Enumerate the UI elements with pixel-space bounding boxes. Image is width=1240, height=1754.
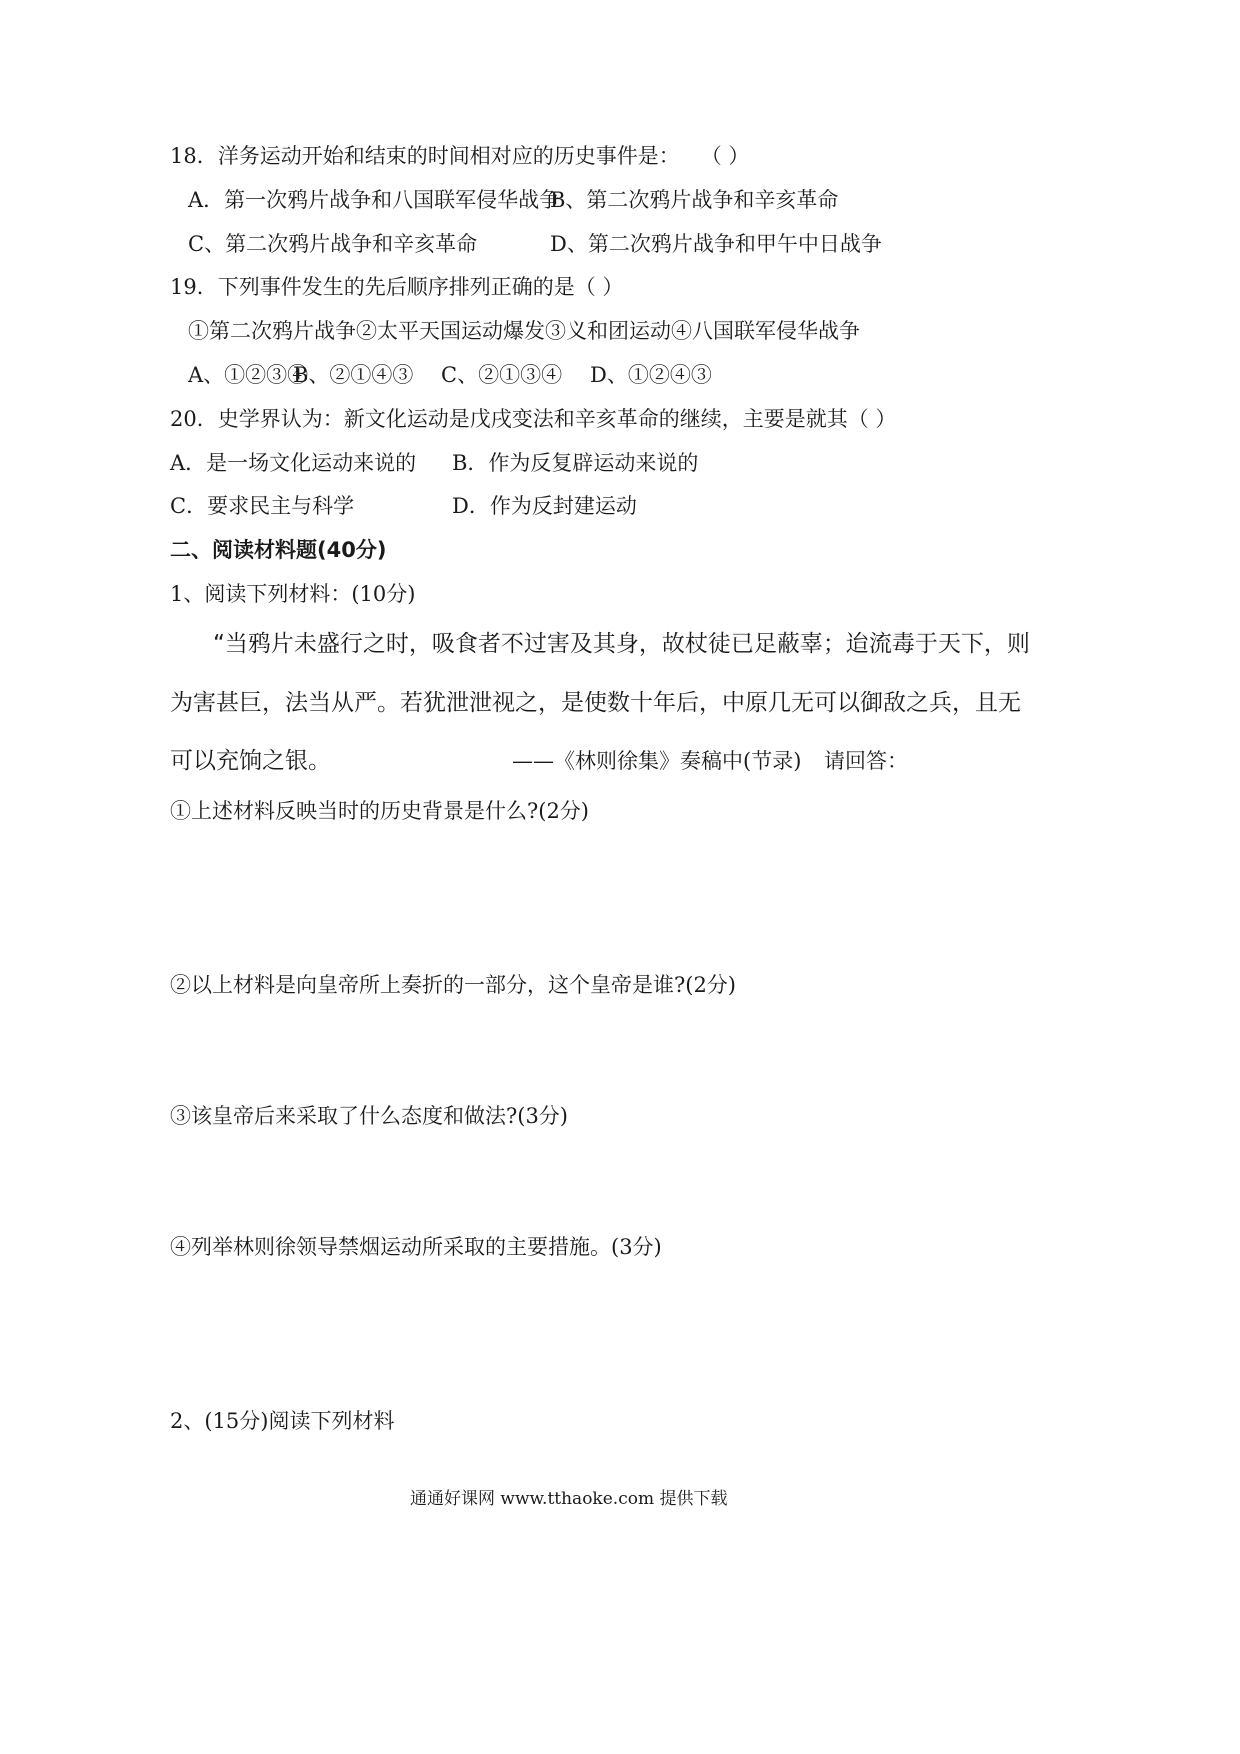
material1-subquestion-3: ③该皇帝后来采取了什么态度和做法?(3分): [170, 1104, 569, 1128]
q20-stem: 20．史学界认为：新文化运动是戊戌变法和辛亥革命的继续，主要是就其（ ）: [170, 407, 897, 431]
q19-option-c: C、②①③④: [441, 363, 563, 387]
q19-events: ①第二次鸦片战争②太平天国运动爆发③义和团运动④八国联军侵华战争: [188, 319, 860, 343]
material1-source: ——《林则徐集》奏稿中(节录): [512, 749, 802, 773]
q18-option-c: C、第二次鸦片战争和辛亥革命: [188, 232, 478, 256]
q18-option-a: A．第一次鸦片战争和八国联军侵华战争: [188, 188, 561, 212]
q20-option-a: A．是一场文化运动来说的: [170, 451, 417, 475]
section2-heading: 二、阅读材料题(40分): [170, 538, 387, 562]
q18-option-d: D、第二次鸦片战争和甲午中日战争: [550, 232, 882, 256]
q19-option-d: D、①②④③: [590, 363, 712, 387]
q20-option-c: C．要求民主与科学: [170, 494, 355, 518]
material1-subquestion-4: ④列举林则徐领导禁烟运动所采取的主要措施。(3分): [170, 1235, 662, 1259]
page-footer: 通通好课网 www.tthaoke.com 提供下载: [410, 1489, 728, 1509]
material1-subquestion-2: ②以上材料是向皇帝所上奏折的一部分，这个皇帝是谁?(2分): [170, 973, 737, 997]
material2-title: 2、(15分)阅读下列材料: [170, 1409, 395, 1433]
material1-quote-line1: “当鸦片未盛行之时，吸食者不过害及其身，故杖徒已足蔽辜；迨流毒于天下，则: [213, 631, 1030, 657]
material1-subquestion-1: ①上述材料反映当时的历史背景是什么?(2分): [170, 799, 590, 823]
q19-option-a: A、①②③④: [188, 363, 309, 387]
q19-stem: 19．下列事件发生的先后顺序排列正确的是（ ）: [170, 275, 624, 299]
q19-option-b: B、②①④③: [293, 363, 414, 387]
material1-quote-line3: 可以充饷之银。: [170, 748, 331, 774]
material1-quote-line2: 为害甚巨，法当从严。若犹泄泄视之，是使数十年后，中原几无可以御敌之兵，且无: [170, 690, 1021, 716]
material1-prompt: 请回答：: [824, 749, 908, 773]
q20-option-b: B．作为反复辟运动来说的: [452, 451, 699, 475]
q18-option-b: B、第二次鸦片战争和辛亥革命: [550, 188, 839, 212]
material1-title: 1、阅读下列材料：(10分): [170, 582, 416, 606]
q20-option-d: D．作为反封建运动: [452, 494, 637, 518]
q18-stem: 18．洋务运动开始和结束的时间相对应的历史事件是： （ ）: [170, 144, 750, 168]
